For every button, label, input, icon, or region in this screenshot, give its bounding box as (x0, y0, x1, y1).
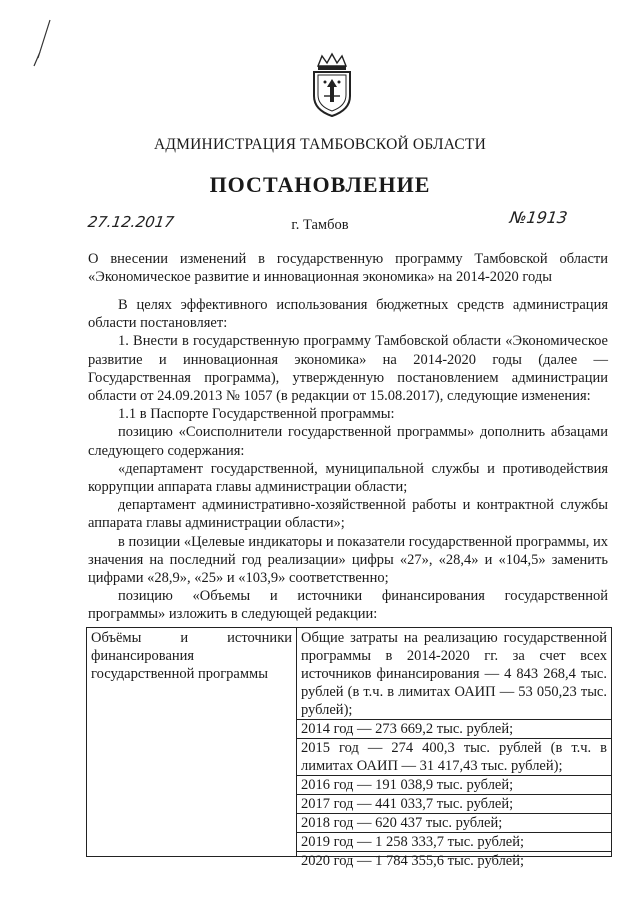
document-subject: О внесении изменений в государственную программу Тамбовской области «Экономическое развитие и инновационная экономика» на 2014-2020 годы (88, 251, 608, 285)
coat-of-arms-icon (308, 52, 356, 118)
document-body (88, 296, 608, 624)
document-date: 27.12.2017 (86, 213, 176, 231)
funding-table (86, 627, 612, 869)
document-number: №1913 (508, 208, 569, 227)
funding-label: Объёмы и источники финансирования государственной программы (91, 630, 292, 682)
handwritten-mark-icon (28, 18, 68, 68)
paragraph-preamble: В целях эффективного использования бюджетных средств администрация области постановляет: (88, 297, 608, 332)
funding-year-2016: 2016 год — 191 038,9 тыс. рублей; (297, 776, 611, 795)
funding-year-2020: 2020 год — 1 784 355,6 тыс. рублей; (301, 853, 525, 869)
organization-name: АДМИНИСТРАЦИЯ ТАМБОВСКОЙ ОБЛАСТИ (154, 136, 486, 153)
table-left-cell (87, 628, 297, 856)
funding-year-2014: 2014 год — 273 669,2 тыс. рублей; (297, 720, 611, 739)
paragraph-funding: позицию «Объемы и источники финансирования государственной программы» изложить в следующей редакции: (88, 588, 608, 623)
document-type-title: ПОСТАНОВЛЕНИЕ (209, 172, 431, 197)
paragraph-department-2: департамент административно-хозяйственной работы и контрактной службы аппарата главы администрации области»; (88, 497, 608, 532)
funding-year-2019: 2019 год — 1 258 333,7 тыс. рублей; (297, 833, 611, 852)
paragraph-indicators: в позиции «Целевые индикаторы и показатели государственной программы, их значения на последний год реализации» цифры «27», «28,4» и «104,5» заменить цифрами «28,9», «25» и «103,9» соответственно; (88, 533, 608, 587)
paragraph-department-1: «департамент государственной, муниципальной службы и противодействия коррупции аппарата главы администрации области; (88, 460, 608, 496)
paragraph-co-executors: позицию «Соисполнители государственной программы» дополнить абзацами следующего содержания: (88, 424, 608, 459)
funding-total: Общие затраты на реализацию государственной программы в 2014-2020 гг. за счет всех источников финансирования — 4 843 268,4 тыс. рублей (в т.ч. в лимитах ОАИП — 53 050,23 тыс. рублей); (297, 629, 611, 720)
paragraph-item-1: 1. Внести в государственную программу Тамбовской области «Экономическое развитие и инновационная экономика» на 2014-2020 годы (далее — Государственная программа), утвержденную постановлением администрации области от 24.09.2013 № 1057 (в редакции от 15.08.2017), следующие изменения: (88, 333, 608, 405)
document-city: г. Тамбов (291, 217, 349, 233)
funding-year-2015: 2015 год — 274 400,3 тыс. рублей (в т.ч. в лимитах ОАИП — 31 417,43 тыс. рублей); (297, 739, 611, 776)
funding-year-2018: 2018 год — 620 437 тыс. рублей; (297, 814, 611, 833)
table-right-cell (297, 628, 611, 869)
paragraph-item-1-1: 1.1 в Паспорте Государственной программы: (118, 406, 395, 423)
funding-year-2017: 2017 год — 441 033,7 тыс. рублей; (297, 795, 611, 814)
